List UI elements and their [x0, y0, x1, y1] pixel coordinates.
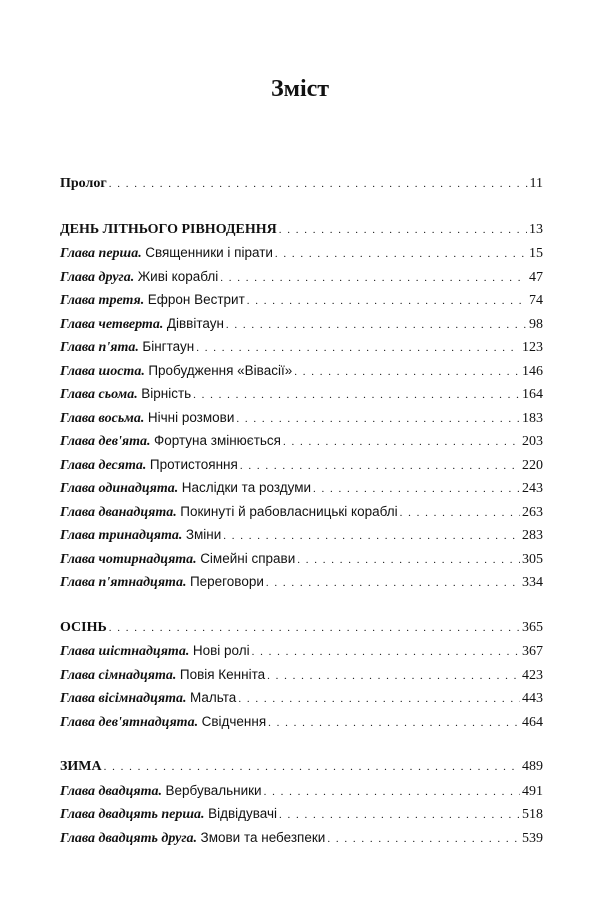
page-number: 367	[522, 644, 543, 659]
chapter-title: Вербувальники	[165, 782, 262, 798]
chapter-number: Глава п'ятнадцята.	[60, 575, 187, 590]
page-title: Зміст	[270, 76, 330, 102]
chapter-number: Глава перша.	[60, 246, 142, 261]
chapter-number: Глава друга.	[60, 269, 135, 285]
toc-entry-chapter[interactable]	[60, 667, 543, 691]
page-number: 220	[522, 457, 543, 473]
chapter-number: Глава восьма.	[60, 410, 145, 426]
toc-entry-chapter[interactable]	[60, 457, 543, 481]
page-number: 123	[522, 340, 543, 355]
dot-leader	[196, 342, 520, 354]
toc-entry-chapter[interactable]	[60, 316, 543, 340]
toc-entry-chapter[interactable]	[60, 806, 543, 830]
page-number: 11	[529, 176, 543, 191]
entry-label	[60, 292, 245, 309]
part-label: ОСІНЬ	[60, 619, 107, 635]
entry-label	[60, 433, 281, 450]
toc-entry-chapter[interactable]	[60, 504, 543, 528]
page-number: 334	[522, 575, 543, 590]
dot-leader	[279, 809, 520, 821]
chapter-number: Глава третя.	[60, 293, 145, 308]
dot-leader	[247, 295, 527, 307]
entry-label	[60, 830, 325, 847]
part-label: ДЕНЬ ЛІТНЬОГО РІВНОДЕННЯ	[60, 221, 277, 237]
entry-label	[60, 574, 264, 591]
page-number: 464	[522, 714, 543, 730]
chapter-number: Глава двадцять перша.	[60, 807, 205, 822]
dot-leader	[252, 646, 520, 658]
page-number: 164	[522, 387, 543, 402]
chapter-number: Глава сімнадцята.	[60, 667, 177, 683]
chapter-number: Глава двадцята.	[60, 783, 162, 799]
chapter-number: Глава десята.	[60, 457, 147, 473]
page-number: 305	[522, 551, 543, 567]
entry-label	[60, 386, 191, 403]
page-number: 443	[522, 691, 543, 706]
dot-leader	[279, 224, 527, 236]
dot-leader	[283, 436, 520, 448]
chapter-number: Глава тринадцята.	[60, 528, 183, 543]
entry-label	[60, 410, 234, 427]
chapter-title: Ефрон Вестрит	[147, 292, 245, 307]
toc-entry-chapter[interactable]	[60, 551, 543, 575]
page-number: 263	[522, 504, 543, 520]
chapter-title: Священники і пірати	[145, 245, 273, 260]
chapter-number: Глава дев'ята.	[60, 434, 151, 449]
dot-leader	[313, 483, 520, 495]
entry-label	[60, 714, 266, 731]
toc-entry-part[interactable]	[60, 759, 543, 783]
chapter-title: Бінгтаун	[142, 339, 195, 354]
chapter-number: Глава дванадцята.	[60, 504, 177, 520]
toc-entry-chapter[interactable]	[60, 245, 543, 269]
dot-leader	[236, 413, 520, 425]
entry-label	[60, 480, 311, 497]
dot-leader	[275, 248, 527, 260]
chapter-title: Повія Кенніта	[179, 666, 266, 682]
entry-label	[60, 783, 262, 800]
chapter-number: Глава сьома.	[60, 387, 138, 402]
chapter-title: Вірність	[141, 386, 192, 401]
table-of-contents	[60, 176, 543, 853]
dot-leader	[104, 761, 520, 773]
entry-label	[60, 316, 224, 333]
dot-leader	[240, 460, 520, 472]
entry-label	[60, 504, 398, 521]
toc-entry-chapter[interactable]	[60, 574, 543, 598]
page-number: 243	[522, 481, 543, 496]
entry-label	[60, 363, 292, 380]
chapter-number: Глава шоста.	[60, 363, 145, 379]
chapter-title: Покинуті й рабовласницькі кораблі	[180, 503, 398, 519]
page-number: 283	[522, 528, 543, 543]
entry-label	[60, 643, 250, 660]
toc-entry-chapter[interactable]	[60, 690, 543, 714]
chapter-number: Глава одинадцята.	[60, 481, 179, 496]
dot-leader	[267, 670, 520, 682]
chapter-number: Глава вісімнадцята.	[60, 691, 187, 706]
toc-entry-chapter[interactable]	[60, 783, 543, 807]
page-number: 365	[522, 619, 543, 635]
page-number: 98	[529, 316, 543, 332]
page-number: 423	[522, 667, 543, 683]
toc-entry-chapter[interactable]	[60, 433, 543, 457]
dot-leader	[109, 178, 528, 190]
dot-leader	[266, 577, 520, 589]
page-number: 489	[522, 759, 543, 774]
chapter-title: Змови та небезпеки	[200, 829, 326, 845]
toc-entry-chapter[interactable]	[60, 292, 543, 316]
toc-entry-chapter[interactable]	[60, 527, 543, 551]
dot-leader	[223, 530, 520, 542]
dot-leader	[297, 554, 520, 566]
page-number: 146	[522, 363, 543, 379]
page-number: 15	[529, 246, 543, 261]
chapter-title: Зміни	[185, 527, 222, 542]
chapter-number: Глава четверта.	[60, 316, 164, 332]
chapter-number: Глава дев'ятнадцята.	[60, 714, 199, 730]
toc-entry-chapter[interactable]	[60, 363, 543, 387]
page-number: 183	[522, 410, 543, 426]
chapter-number: Глава чотирнадцята.	[60, 551, 197, 567]
entry-label	[60, 245, 273, 262]
entry-label	[60, 667, 265, 684]
dot-leader	[220, 272, 527, 284]
toc-entry-chapter[interactable]	[60, 480, 543, 504]
section-gap	[60, 737, 543, 759]
page-number: 13	[529, 221, 543, 237]
toc-entry-chapter[interactable]	[60, 830, 543, 854]
chapter-title: Мальта	[190, 690, 237, 705]
toc-entry-chapter[interactable]	[60, 386, 543, 410]
page-number: 74	[529, 293, 543, 308]
section-gap	[60, 598, 543, 620]
chapter-number: Глава двадцять друга.	[60, 830, 198, 846]
page-number: 47	[529, 269, 543, 285]
dot-leader	[400, 507, 520, 519]
dot-leader	[193, 389, 520, 401]
chapter-title: Живі кораблі	[137, 268, 219, 284]
chapter-number: Глава шістнадцята.	[60, 644, 190, 659]
section-gap	[60, 200, 543, 222]
toc-entry-part[interactable]	[60, 620, 543, 644]
dot-leader	[226, 319, 527, 331]
page-number: 518	[522, 807, 543, 822]
chapter-title: Пробудження «Вівасії»	[148, 362, 293, 378]
toc-entry-prologue[interactable]	[60, 176, 543, 200]
chapter-title: Наслідки та роздуми	[181, 480, 312, 495]
chapter-title: Нові ролі	[192, 643, 250, 658]
chapter-number: Глава п'ята.	[60, 340, 139, 355]
entry-label	[60, 339, 194, 356]
entry-label	[60, 269, 218, 286]
toc-entry-part[interactable]	[60, 222, 543, 246]
toc-entry-chapter[interactable]	[60, 643, 543, 667]
toc-entry-chapter[interactable]	[60, 339, 543, 363]
page-number: 539	[522, 830, 543, 846]
chapter-title: Свідчення	[201, 713, 267, 729]
dot-leader	[327, 833, 520, 845]
entry-label	[60, 690, 236, 707]
toc-entry-chapter[interactable]	[60, 410, 543, 434]
toc-entry-chapter[interactable]	[60, 269, 543, 293]
dot-leader	[238, 693, 520, 705]
entry-label	[60, 806, 277, 823]
entry-label	[60, 551, 295, 568]
part-label: ЗИМА	[60, 759, 102, 774]
page-number: 491	[522, 783, 543, 799]
dot-leader	[109, 622, 520, 634]
dot-leader	[264, 786, 520, 798]
chapter-title: Фортуна змінюється	[153, 433, 281, 448]
entry-label	[60, 457, 238, 474]
entry-label: Пролог	[60, 176, 107, 191]
chapter-title: Діввітаун	[166, 315, 224, 331]
chapter-title: Сімейні справи	[200, 550, 296, 566]
chapter-title: Переговори	[189, 574, 264, 589]
chapter-title: Відвідувачі	[208, 806, 278, 821]
entry-label	[60, 527, 221, 544]
dot-leader	[294, 366, 520, 378]
toc-entry-chapter[interactable]	[60, 714, 543, 738]
dot-leader	[268, 717, 520, 729]
page-number: 203	[522, 434, 543, 449]
chapter-title: Протистояння	[149, 456, 238, 472]
chapter-title: Нічні розмови	[147, 409, 235, 425]
